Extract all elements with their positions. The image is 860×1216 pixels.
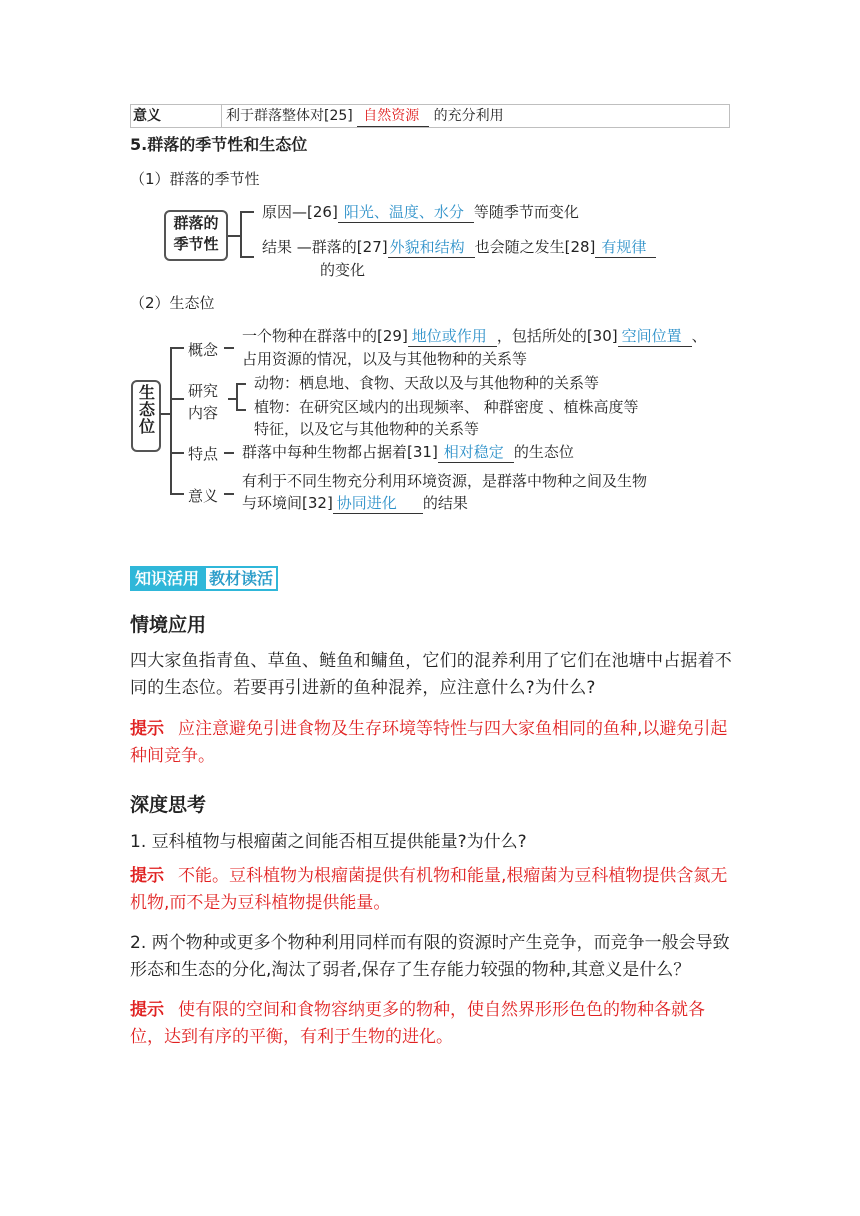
dash	[224, 493, 234, 495]
section-badge	[130, 566, 278, 591]
answer-30: 空间位置	[618, 326, 692, 347]
badge-knowledge: 知识活用	[130, 566, 204, 591]
research-label-2: 内容	[188, 404, 219, 422]
result-mid: 也会随之发生[28]	[474, 238, 596, 256]
subheading-niche: （2）生态位	[130, 294, 215, 312]
answer-26: 阳光、温度、水分	[338, 202, 474, 223]
hint-text: 应注意避免引进食物及生存环境等特性与四大家鱼相同的鱼种,以避免引起种间竞争。	[130, 719, 728, 766]
animal-text: 动物：栖息地、食物、天敌以及与其他物种的关系等	[254, 374, 600, 392]
hint-label: 提示	[130, 719, 164, 739]
concept-pre: 一个物种在群落中的[29]	[242, 327, 408, 345]
scenario-heading: 情境应用	[130, 614, 207, 636]
seasonality-box	[164, 210, 228, 261]
meaning-pre: 与环境间[32]	[242, 494, 333, 512]
feature-post: 的生态位	[513, 443, 574, 461]
deep-question-2: 2. 两个物种或更多个物种利用同样而有限的资源时产生竞争，而竞争一般会导致形态和生态的分化,淘汰了弱者,保存了生存能力较强的物种,其意义是什么？	[130, 933, 730, 980]
box-line: 群落的	[173, 214, 219, 232]
reason-label: 原因	[262, 203, 293, 221]
feature-label: 特点	[188, 445, 219, 463]
feature-pre: 群落中每种生物都占据着[31]	[242, 443, 438, 461]
niche-box	[131, 380, 161, 452]
answer-32: 协同进化	[333, 493, 423, 514]
branch-concept	[170, 347, 184, 349]
box-line: 季节性	[173, 235, 219, 253]
connector	[160, 413, 170, 415]
table-cell-content	[222, 105, 729, 127]
meaning-line1: 有利于不同生物充分利用环境资源，是群落中物种之间及生物	[242, 472, 648, 490]
plant-line2: 特征，以及它与其他物种的关系等	[254, 420, 480, 438]
dash	[224, 347, 234, 349]
concept-line1	[242, 325, 707, 347]
table-row	[130, 104, 730, 128]
bracket	[240, 211, 242, 258]
concept-end: 、	[691, 327, 707, 345]
result-label: 结果	[262, 238, 293, 256]
niche-box-text: 生态位	[136, 384, 156, 435]
answer-28: 有规律	[595, 237, 656, 258]
deep-question-1: 1. 豆科植物与根瘤菌之间能否相互提供能量?为什么?	[130, 832, 527, 852]
answer2-text: 使有限的空间和食物容纳更多的物种，使自然界形形色色的物种各就各位，达到有序的平衡，有利于生物的进化。	[130, 1000, 705, 1047]
concept-line2: 占用资源的情况，以及与其他物种的关系等	[242, 350, 528, 368]
meaning-post: 的结果	[422, 494, 468, 512]
connector	[228, 235, 240, 237]
cell-text: 利于群落整体对[25]	[226, 108, 353, 124]
plant-line1: 植物：在研究区域内的出现频率、 种群密度 、植株高度等	[254, 398, 639, 416]
subheading-seasonality: （1）群落的季节性	[130, 170, 260, 188]
bracket-bottom	[240, 256, 254, 258]
meaning-label: 意义	[188, 487, 219, 505]
scenario-hint	[130, 716, 734, 770]
answer-27: 外貌和结构	[388, 237, 475, 258]
branch-research	[170, 398, 184, 400]
reason-post: 等随季节而变化	[473, 203, 579, 221]
meaning-line2	[242, 492, 468, 514]
result-pre: 群落的[27]	[311, 238, 388, 256]
deep-answer-1	[130, 863, 734, 917]
bracket-main	[170, 347, 172, 495]
branch-feature	[170, 452, 184, 454]
answer1-text: 不能。豆科植物为根瘤菌提供有机物和能量,根瘤菌为豆科植物提供含氮无机物,而不是为豆科植物提供能量。	[130, 866, 728, 913]
result-line: 结果 —群落的[27] 外貌和结构 也会随之发生[28] 有规律	[262, 236, 656, 258]
dash	[228, 398, 236, 400]
bracket-research-bottom	[236, 409, 246, 411]
table-cell-label: 意义	[131, 105, 222, 127]
bracket-research	[236, 383, 238, 411]
answer1-label: 提示	[130, 866, 164, 886]
feature-line	[242, 441, 574, 463]
cell-text-post: 的充分利用	[433, 108, 504, 124]
blank-num: [26]	[307, 203, 338, 221]
research-label	[188, 380, 218, 424]
branch-meaning	[170, 493, 184, 495]
concept-label: 概念	[188, 341, 219, 359]
answer-29: 地位或作用	[408, 326, 497, 347]
answer-31: 相对稳定	[438, 442, 514, 463]
bracket-research-top	[236, 383, 246, 385]
badge-textbook: 教材读活	[204, 566, 278, 591]
concept-mid: ，包括所处的[30]	[496, 327, 618, 345]
result-post: 的变化	[320, 261, 366, 279]
reason-line: 原因—[26] 阳光、温度、水分 等随季节而变化	[262, 203, 579, 221]
scenario-question: 四大家鱼指青鱼、草鱼、鲢鱼和鳙鱼，它们的混养利用了它们在池塘中占据着不同的生态位。若要再引进新的鱼种混养，应注意什么?为什么?	[130, 651, 732, 698]
bracket-top	[240, 211, 254, 213]
section-title: 5.群落的季节性和生态位	[130, 135, 308, 154]
dash	[224, 452, 234, 454]
deep-heading: 深度思考	[130, 794, 207, 816]
research-label-1: 研究	[188, 382, 219, 400]
answer-25: 自然资源	[357, 106, 429, 127]
deep-answer-2	[130, 997, 734, 1051]
answer2-label: 提示	[130, 1000, 164, 1020]
